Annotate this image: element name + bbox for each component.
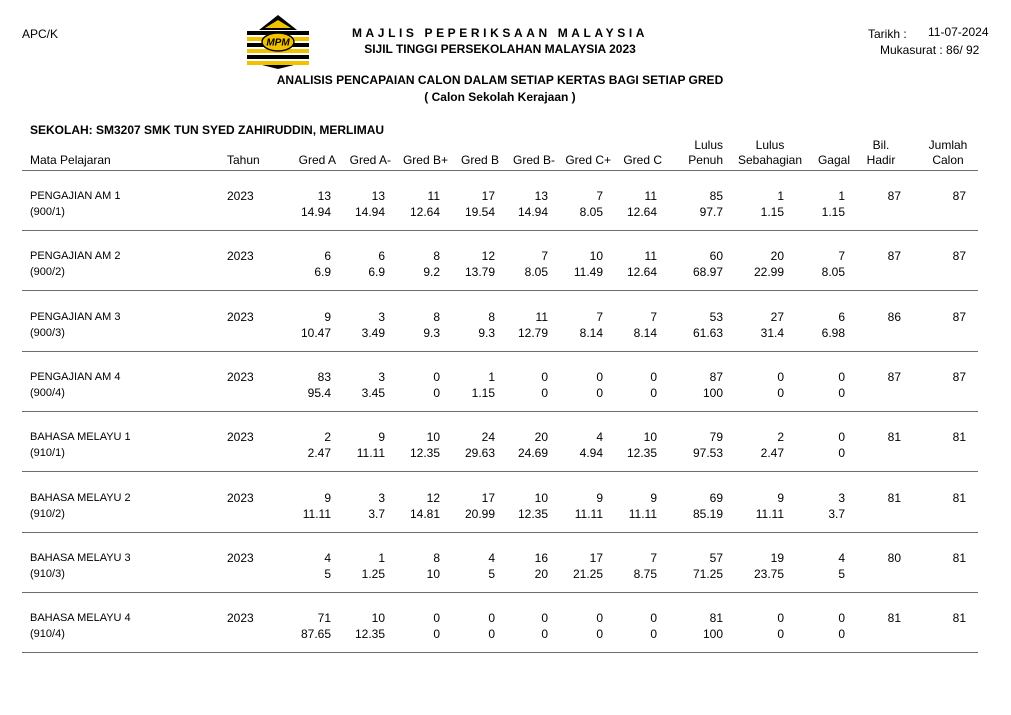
col-grade-b-plus: Gred B+ <box>402 153 448 167</box>
grade-count: 0 <box>433 370 440 384</box>
grade-count: 83 <box>317 370 331 384</box>
grade-count: 7 <box>596 189 603 203</box>
year-cell: 2023 <box>227 611 254 625</box>
col-present-line2: Hadir <box>866 153 896 167</box>
grade-count: 17 <box>481 189 495 203</box>
grade-percent: 14.94 <box>354 205 385 219</box>
subject-cell <box>30 369 120 401</box>
report-subtitle: ( Calon Sekolah Kerajaan ) <box>424 90 576 104</box>
subject-code: (910/2) <box>30 508 65 520</box>
grade-count: 3 <box>378 491 385 505</box>
table-row <box>0 357 1011 417</box>
grade-count: 1 <box>488 370 495 384</box>
subject-cell <box>30 248 120 280</box>
total-count: 87 <box>952 310 966 324</box>
grade-percent: 21.25 <box>572 567 603 581</box>
grade-count: 8 <box>433 310 440 324</box>
present-count: 81 <box>887 491 901 505</box>
grade-percent: 8.14 <box>579 326 603 340</box>
subject-cell <box>30 550 131 582</box>
grade-count: 16 <box>534 551 548 565</box>
full-pass-count: 53 <box>709 310 723 324</box>
page-label: Mukasurat : 86/ <box>880 43 963 57</box>
grade-percent: 11.11 <box>628 507 657 521</box>
table-row <box>0 297 1011 357</box>
grade-count: 7 <box>541 249 548 263</box>
grade-count: 10 <box>589 249 603 263</box>
grade-percent: 14.94 <box>517 205 548 219</box>
full-pass-percent: 61.63 <box>692 326 723 340</box>
grade-count: 0 <box>488 611 495 625</box>
col-partial-pass-line1: Lulus <box>755 138 785 152</box>
grade-count: 13 <box>371 189 385 203</box>
fail-count: 0 <box>838 430 845 444</box>
year-cell: 2023 <box>227 189 254 203</box>
subject-cell <box>30 429 131 461</box>
grade-percent: 12.35 <box>517 507 548 521</box>
grade-percent: 8.05 <box>524 265 548 279</box>
grade-count: 8 <box>433 551 440 565</box>
partial-pass-percent: 2.47 <box>760 446 784 460</box>
full-pass-count: 87 <box>709 370 723 384</box>
full-pass-percent: 68.97 <box>692 265 723 279</box>
col-total-line1: Jumlah <box>928 138 968 152</box>
grade-count: 4 <box>596 430 603 444</box>
grade-percent: 3.7 <box>368 507 385 521</box>
grade-percent: 29.63 <box>464 446 495 460</box>
fail-count: 1 <box>838 189 845 203</box>
fail-count: 7 <box>838 249 845 263</box>
grade-count: 0 <box>650 611 657 625</box>
grade-percent: 12.64 <box>626 265 657 279</box>
grade-count: 1 <box>378 551 385 565</box>
date-value: 11-07-2024 <box>928 25 989 39</box>
grade-count: 11 <box>644 249 657 263</box>
date-label: Tarikh : <box>868 27 907 41</box>
total-count: 87 <box>952 189 966 203</box>
table-row <box>0 176 1011 236</box>
partial-pass-percent: 11.11 <box>755 507 784 521</box>
grade-percent: 12.64 <box>626 205 657 219</box>
fail-percent: 6.98 <box>821 326 845 340</box>
grade-count: 0 <box>650 370 657 384</box>
mpm-logo <box>246 14 310 70</box>
grade-percent: 13.79 <box>464 265 495 279</box>
school-name: SEKOLAH: SM3207 SMK TUN SYED ZAHIRUDDIN, MERLIMAU <box>30 123 385 137</box>
logo-text: MPM <box>266 37 290 49</box>
grade-count: 24 <box>481 430 495 444</box>
partial-pass-count: 27 <box>770 310 784 324</box>
subject-code: (900/1) <box>30 206 65 218</box>
row-divider <box>22 532 978 533</box>
partial-pass-percent: 22.99 <box>753 265 784 279</box>
fail-count: 0 <box>838 370 845 384</box>
subject-cell <box>30 490 131 522</box>
grade-count: 0 <box>541 611 548 625</box>
grade-percent: 9.3 <box>478 326 495 340</box>
grade-percent: 0 <box>596 627 603 641</box>
subject-code: (900/2) <box>30 266 65 278</box>
grade-count: 9 <box>596 491 603 505</box>
grade-percent: 8.14 <box>633 326 657 340</box>
grade-percent: 11.49 <box>573 265 603 279</box>
subject-name: PENGAJIAN AM 3 <box>30 311 121 323</box>
grade-count: 11 <box>535 310 548 324</box>
grade-count: 12 <box>426 491 440 505</box>
subject-code: (900/3) <box>30 327 65 339</box>
col-grade-c-plus: Gred C+ <box>565 153 611 167</box>
grade-percent: 0 <box>650 386 657 400</box>
report-title: ANALISIS PENCAPAIAN CALON DALAM SETIAP KERTAS BAGI SETIAP GRED <box>276 73 724 87</box>
partial-pass-percent: 0 <box>777 627 784 641</box>
grade-percent: 0 <box>433 627 440 641</box>
grade-percent: 10 <box>426 567 440 581</box>
subject-name: BAHASA MELAYU 1 <box>30 431 131 443</box>
subject-name: PENGAJIAN AM 2 <box>30 250 121 262</box>
grade-percent: 3.45 <box>361 386 385 400</box>
grade-count: 17 <box>481 491 495 505</box>
grade-count: 71 <box>317 611 331 625</box>
partial-pass-count: 1 <box>777 189 784 203</box>
grade-percent: 12.64 <box>409 205 440 219</box>
fail-percent: 0 <box>838 386 845 400</box>
col-total-line2: Calon <box>932 153 964 167</box>
full-pass-count: 69 <box>709 491 723 505</box>
grade-count: 7 <box>650 310 657 324</box>
grade-percent: 95.4 <box>307 386 331 400</box>
fail-count: 4 <box>838 551 845 565</box>
grade-count: 8 <box>488 310 495 324</box>
grade-percent: 12.35 <box>409 446 440 460</box>
grade-percent: 0 <box>650 627 657 641</box>
grade-percent: 8.05 <box>579 205 603 219</box>
grade-count: 3 <box>378 310 385 324</box>
col-grade-a-minus: Gred A- <box>349 153 391 167</box>
row-divider <box>22 411 978 412</box>
grade-percent: 0 <box>541 386 548 400</box>
grade-count: 13 <box>534 189 548 203</box>
grade-percent: 4.94 <box>579 446 603 460</box>
year-cell: 2023 <box>227 551 254 565</box>
grade-percent: 20.99 <box>464 507 495 521</box>
subject-code: (900/4) <box>30 387 65 399</box>
year-cell: 2023 <box>227 249 254 263</box>
present-count: 80 <box>887 551 901 565</box>
fail-count: 3 <box>838 491 845 505</box>
grade-percent: 11.11 <box>356 446 385 460</box>
grade-percent: 11.11 <box>574 507 603 521</box>
year-cell: 2023 <box>227 430 254 444</box>
col-fail: Gagal <box>817 153 850 167</box>
fail-percent: 5 <box>838 567 845 581</box>
subject-name: BAHASA MELAYU 2 <box>30 492 131 504</box>
grade-percent: 12.35 <box>354 627 385 641</box>
row-divider <box>22 652 978 653</box>
partial-pass-percent: 23.75 <box>753 567 784 581</box>
grade-count: 9 <box>378 430 385 444</box>
col-grade-b: Gred B <box>460 153 499 167</box>
total-count: 81 <box>952 551 966 565</box>
grade-count: 10 <box>643 430 657 444</box>
subject-name: PENGAJIAN AM 1 <box>30 190 121 202</box>
fail-percent: 3.7 <box>828 507 845 521</box>
grade-percent: 14.94 <box>300 205 331 219</box>
grade-count: 0 <box>541 370 548 384</box>
grade-count: 9 <box>650 491 657 505</box>
subject-code: (910/3) <box>30 568 65 580</box>
grade-percent: 0 <box>433 386 440 400</box>
grade-percent: 1.25 <box>361 567 385 581</box>
grade-count: 6 <box>378 249 385 263</box>
grade-percent: 14.81 <box>409 507 440 521</box>
grade-count: 0 <box>596 611 603 625</box>
full-pass-percent: 100 <box>702 386 723 400</box>
row-divider <box>22 290 978 291</box>
full-pass-percent: 100 <box>702 627 723 641</box>
fail-percent: 8.05 <box>821 265 845 279</box>
total-count: 87 <box>952 370 966 384</box>
col-grade-a: Gred A <box>298 153 336 167</box>
grade-count: 10 <box>534 491 548 505</box>
year-cell: 2023 <box>227 370 254 384</box>
fail-percent: 0 <box>838 627 845 641</box>
full-pass-percent: 71.25 <box>692 567 723 581</box>
grade-percent: 0 <box>488 627 495 641</box>
partial-pass-percent: 1.15 <box>760 205 784 219</box>
present-count: 81 <box>887 430 901 444</box>
subject-name: BAHASA MELAYU 4 <box>30 612 131 624</box>
grade-count: 0 <box>596 370 603 384</box>
partial-pass-count: 9 <box>777 491 784 505</box>
grade-count: 9 <box>324 310 331 324</box>
exam-name: SIJIL TINGGI PERSEKOLAHAN MALAYSIA 2023 <box>364 42 636 56</box>
grade-count: 11 <box>644 189 657 203</box>
grade-percent: 1.15 <box>471 386 495 400</box>
fail-percent: 0 <box>838 446 845 460</box>
col-present-line1: Bil. <box>872 138 890 152</box>
grade-percent: 0 <box>541 627 548 641</box>
grade-percent: 0 <box>596 386 603 400</box>
present-count: 86 <box>887 310 901 324</box>
col-partial-pass-line2: Sebahagian <box>737 153 803 167</box>
grade-count: 20 <box>534 430 548 444</box>
subject-cell <box>30 309 120 341</box>
row-divider <box>22 230 978 231</box>
grade-percent: 11.11 <box>302 507 331 521</box>
grade-percent: 9.3 <box>423 326 440 340</box>
subject-code: (910/4) <box>30 628 65 640</box>
full-pass-percent: 97.53 <box>692 446 723 460</box>
subject-cell <box>30 188 120 220</box>
present-count: 87 <box>887 189 901 203</box>
grade-percent: 6.9 <box>314 265 331 279</box>
institution-name: MAJLIS PEPERIKSAAN MALAYSIA <box>351 26 649 40</box>
present-count: 81 <box>887 611 901 625</box>
partial-pass-count: 0 <box>777 611 784 625</box>
grade-count: 6 <box>324 249 331 263</box>
grade-count: 3 <box>378 370 385 384</box>
grade-count: 7 <box>650 551 657 565</box>
grade-percent: 10.47 <box>300 326 331 340</box>
col-year: Tahun <box>227 153 260 167</box>
grade-count: 8 <box>433 249 440 263</box>
page-total: 92 <box>966 43 980 57</box>
grade-percent: 6.9 <box>368 265 385 279</box>
grade-count: 10 <box>426 430 440 444</box>
full-pass-count: 79 <box>709 430 723 444</box>
row-divider <box>22 351 978 352</box>
partial-pass-count: 0 <box>777 370 784 384</box>
total-count: 87 <box>952 249 966 263</box>
full-pass-percent: 97.7 <box>699 205 723 219</box>
fail-percent: 1.15 <box>821 205 845 219</box>
grade-count: 4 <box>488 551 495 565</box>
subject-name: BAHASA MELAYU 3 <box>30 552 131 564</box>
grade-count: 11 <box>427 189 440 203</box>
total-count: 81 <box>952 611 966 625</box>
partial-pass-count: 20 <box>770 249 784 263</box>
grade-percent: 19.54 <box>464 205 495 219</box>
table-row <box>0 236 1011 296</box>
grade-count: 4 <box>324 551 331 565</box>
full-pass-count: 57 <box>709 551 723 565</box>
grade-percent: 3.49 <box>361 326 385 340</box>
grade-percent: 20 <box>534 567 548 581</box>
present-count: 87 <box>887 249 901 263</box>
grade-count: 0 <box>433 611 440 625</box>
partial-pass-count: 19 <box>770 551 784 565</box>
subject-cell <box>30 610 131 642</box>
table-row <box>0 598 1011 658</box>
full-pass-count: 85 <box>709 189 723 203</box>
fail-count: 0 <box>838 611 845 625</box>
grade-count: 9 <box>324 491 331 505</box>
grade-percent: 12.35 <box>626 446 657 460</box>
full-pass-percent: 85.19 <box>692 507 723 521</box>
grade-count: 7 <box>596 310 603 324</box>
header-rule <box>22 170 978 171</box>
grade-percent: 24.69 <box>517 446 548 460</box>
grade-percent: 87.65 <box>300 627 331 641</box>
subject-code: (910/1) <box>30 447 65 459</box>
fail-count: 6 <box>838 310 845 324</box>
report-code: APC/K <box>22 27 59 41</box>
present-count: 87 <box>887 370 901 384</box>
table-row <box>0 538 1011 598</box>
grade-percent: 5 <box>324 567 331 581</box>
grade-percent: 2.47 <box>307 446 331 460</box>
col-subject: Mata Pelajaran <box>30 153 111 167</box>
col-full-pass-line2: Penuh <box>688 153 723 167</box>
total-count: 81 <box>952 430 966 444</box>
table-row <box>0 417 1011 477</box>
col-grade-b-minus: Gred B- <box>512 153 555 167</box>
grade-percent: 12.79 <box>517 326 548 340</box>
full-pass-count: 81 <box>709 611 723 625</box>
subject-name: PENGAJIAN AM 4 <box>30 371 121 383</box>
table-row <box>0 478 1011 538</box>
partial-pass-count: 2 <box>777 430 784 444</box>
grade-count: 12 <box>481 249 495 263</box>
col-full-pass-line1: Lulus <box>694 138 723 152</box>
grade-percent: 8.75 <box>633 567 657 581</box>
year-cell: 2023 <box>227 310 254 324</box>
grade-count: 13 <box>317 189 331 203</box>
row-divider <box>22 592 978 593</box>
full-pass-count: 60 <box>709 249 723 263</box>
grade-percent: 9.2 <box>423 265 440 279</box>
partial-pass-percent: 31.4 <box>760 326 784 340</box>
grade-count: 17 <box>589 551 603 565</box>
grade-count: 10 <box>371 611 385 625</box>
partial-pass-percent: 0 <box>777 386 784 400</box>
grade-count: 2 <box>324 430 331 444</box>
total-count: 81 <box>952 491 966 505</box>
row-divider <box>22 471 978 472</box>
year-cell: 2023 <box>227 491 254 505</box>
grade-percent: 5 <box>488 567 495 581</box>
col-grade-c: Gred C <box>623 153 662 167</box>
